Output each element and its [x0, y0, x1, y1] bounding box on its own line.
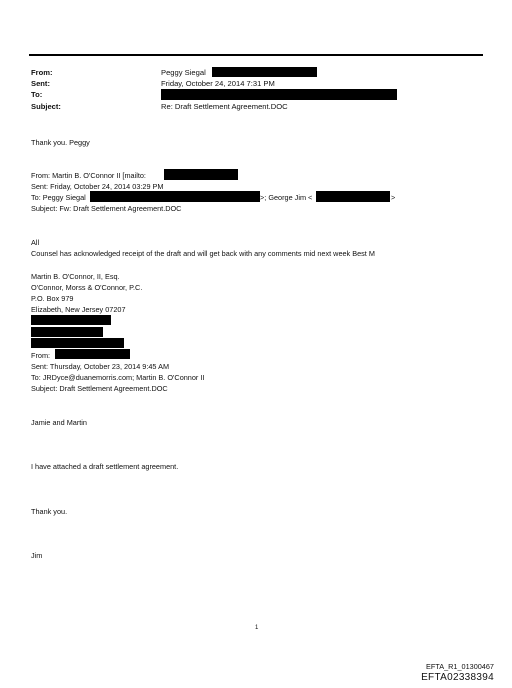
fwd2-from: From: [31, 351, 51, 360]
fwd1-subject: Subject: Fw: Draft Settlement Agreement.DOC [31, 204, 182, 213]
document-id-large: EFTA02338394 [421, 672, 494, 683]
fwd2-to: To: JRDyce@duanemorris.com; Martin B. O'Connor II [31, 373, 205, 382]
fwd1-from-text: From: Martin B. O'Connor II [mailto: [31, 171, 146, 180]
signature-line: Martin B. O'Connor, II, Esq. [31, 272, 120, 281]
reply-text: Thank you. Peggy [31, 138, 90, 147]
header-rule [29, 54, 483, 56]
msg2-sign: Jim [31, 551, 43, 560]
fwd2-sent: Sent: Thursday, October 23, 2014 9:45 AM [31, 362, 170, 371]
signature-line: Elizabeth, New Jersey 07207 [31, 305, 126, 314]
redaction-box [161, 89, 397, 100]
msg2-thanks: Thank you. [31, 507, 68, 516]
fwd1-to-tail: > [391, 193, 396, 202]
sent-value: Friday, October 24, 2014 7:31 PM [161, 79, 275, 88]
fwd1-to-mid: >; George Jim < [260, 193, 313, 202]
fwd1-to-text: To: Peggy Siegal [31, 193, 86, 202]
msg2-body: I have attached a draft settlement agreement. [31, 462, 179, 471]
page-number: 1 [255, 625, 259, 631]
signature-line: O'Connor, Morss & O'Connor, P.C. [31, 283, 143, 292]
redaction-box [164, 169, 238, 180]
sent-label: Sent: [31, 79, 50, 88]
msg1-body: Counsel has acknowledged receipt of the draft and will get back with any comments mid next week Best M [31, 249, 375, 258]
fwd2-subject: Subject: Draft Settlement Agreement.DOC [31, 384, 168, 393]
redaction-box [316, 191, 390, 202]
redaction-box [31, 327, 103, 337]
redaction-box [31, 315, 111, 325]
from-label: From: [31, 68, 53, 77]
from-value: Peggy Siegal [161, 68, 206, 77]
msg2-greeting: Jamie and Martin [31, 418, 87, 427]
fwd1-sent: Sent: Friday, October 24, 2014 03:29 PM [31, 182, 164, 191]
subject-label: Subject: [31, 102, 61, 111]
msg1-greeting: All [31, 238, 40, 247]
redaction-box [90, 191, 260, 202]
redaction-box [31, 338, 124, 348]
redaction-box [212, 67, 317, 77]
to-label: To: [31, 90, 43, 99]
document-id-small: EFTA_R1_01300467 [425, 662, 494, 671]
redaction-box [55, 349, 130, 359]
signature-line: P.O. Box 979 [31, 294, 74, 303]
subject-value: Re: Draft Settlement Agreement.DOC [161, 102, 288, 111]
